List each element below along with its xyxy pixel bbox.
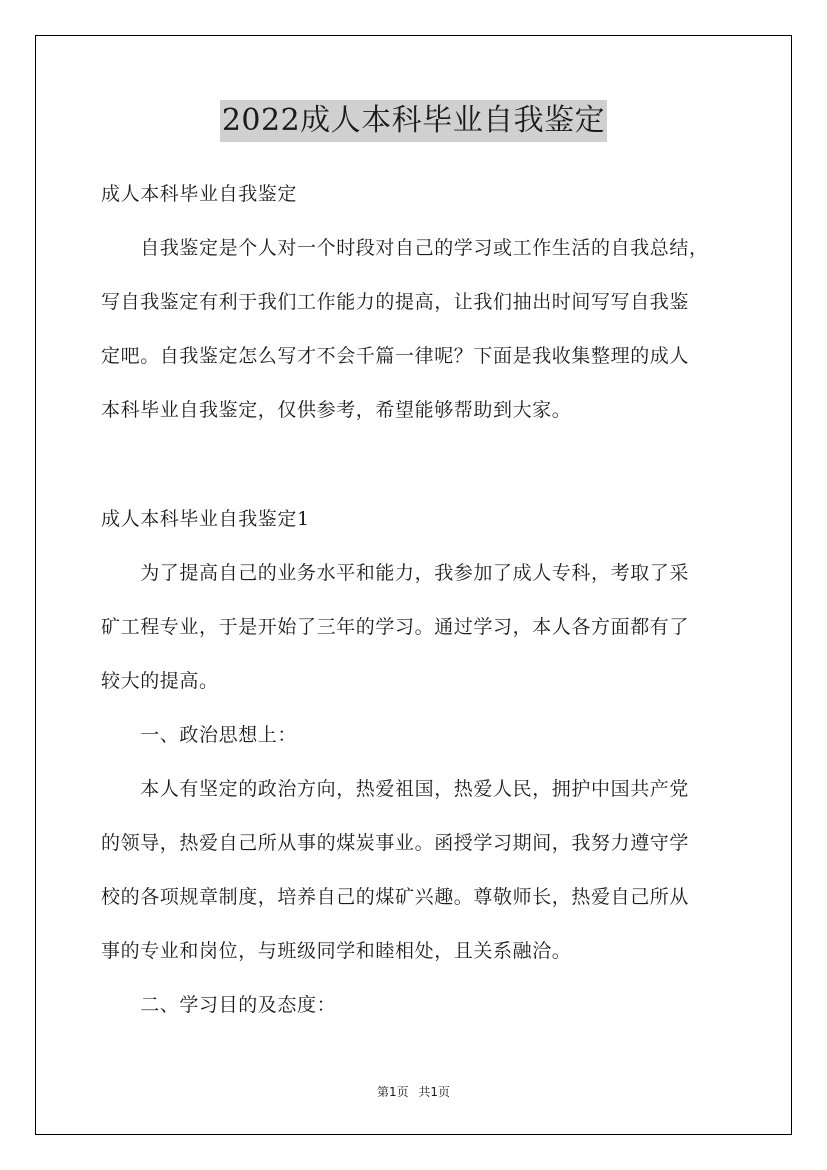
paragraph-line: 的领导，热爱自己所从事的煤炭事业。函授学习期间，我努力遵守学 (101, 832, 690, 854)
paragraph-line: 为了提高自己的业务水平和能力，我参加了成人专科，考取了采 (101, 562, 690, 584)
paragraph-line: 本人有坚定的政治方向，热爱祖国，热爱人民，拥护中国共产党 (101, 778, 690, 800)
paragraph-line: 自我鉴定是个人对一个时段对自己的学习或工作生活的自我总结， (101, 237, 709, 259)
paragraph-line: 写自我鉴定有利于我们工作能力的提高，让我们抽出时间写写自我鉴 (101, 291, 690, 313)
page-number: 第1页 (376, 1085, 409, 1099)
title-wrap (0, 100, 827, 142)
paragraph-line: 本科毕业自我鉴定，仅供参考，希望能够帮助到大家。 (101, 399, 572, 421)
subheading: 一、政治思想上： (101, 724, 298, 746)
paragraph-line: 校的各项规章制度，培养自己的煤矿兴趣。尊敬师长，热爱自己所从 (101, 886, 690, 908)
subheading: 二、学习目的及态度： (101, 994, 337, 1016)
page-total: 共1页 (418, 1085, 451, 1099)
document-title: 2022成人本科毕业自我鉴定 (220, 100, 607, 142)
paragraph-line: 定吧。自我鉴定怎么写才不会千篇一律呢？下面是我收集整理的成人 (101, 345, 690, 367)
section-heading: 成人本科毕业自我鉴定 (101, 183, 298, 205)
paragraph-line: 事的专业和岗位，与班级同学和睦相处，且关系融洽。 (101, 940, 572, 962)
paragraph-line: 矿工程专业，于是开始了三年的学习。通过学习，本人各方面都有了 (101, 616, 690, 638)
page-footer (0, 1084, 827, 1100)
section-heading: 成人本科毕业自我鉴定1 (101, 508, 310, 530)
paragraph-line: 较大的提高。 (101, 670, 219, 692)
